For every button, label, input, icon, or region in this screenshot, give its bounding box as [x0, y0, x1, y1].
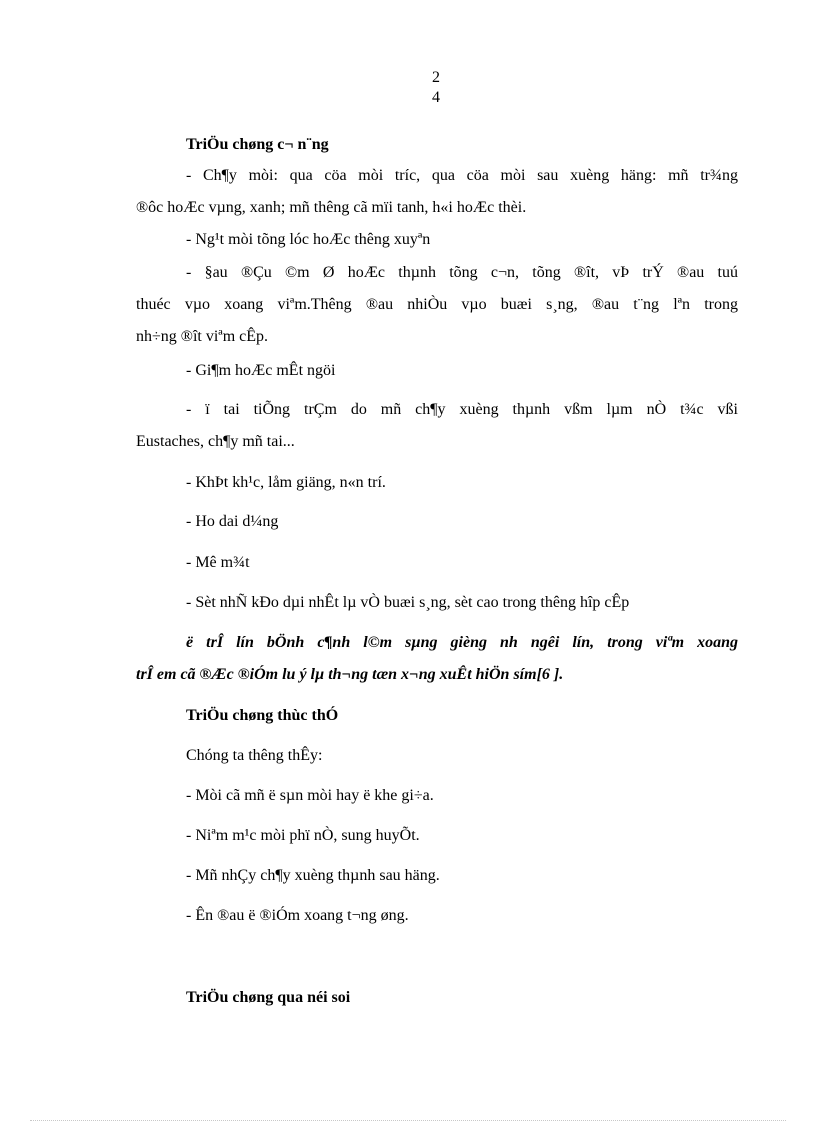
blocked-nose-line: - Ng¹t mòi tõng lóc hoÆc thêng xuyªn	[186, 231, 431, 248]
page-bottom-divider	[30, 1120, 786, 1121]
cough-line: - Ho dai d¼ng	[186, 513, 279, 530]
physical-item-3: - Mñ nhÇy ch¶y xuèng thµnh sau häng.	[186, 867, 440, 884]
mucus-line-1: - Ch¶y mòi: qua cöa mòi tríc, qua cöa mòi sau xuèng häng: mñ tr¾ng	[186, 167, 738, 184]
physical-item-4: - Ên ®au ë ®iÓm xoang t¬ng øng.	[186, 907, 409, 924]
physical-item-2: - Niªm m¹c mòi phï nÒ, sung huyÕt.	[186, 827, 420, 844]
page-number-line-2: 4	[432, 89, 440, 106]
headache-line-2: thuéc vµo xoang viªm.Thêng ®au nhiÒu vµo buæi s¸ng, ®au t¨ng lªn trong	[136, 296, 738, 313]
tired-eyes-line: - Mê m¾t	[186, 554, 250, 571]
note-line-2: trÎ em cã ®Æc ®iÓm lu ý lµ th¬ng tæn x¬ng xuÊt hiÖn sím[6 ].	[136, 666, 564, 683]
page-number-line-1: 2	[432, 69, 440, 86]
mucus-line-2: ®ôc hoÆc vµng, xanh; mñ thêng cã mïi tanh, h«i hoÆc thèi.	[136, 199, 527, 216]
physical-intro: Chóng ta thêng thÊy:	[186, 747, 323, 764]
ear-line-2: Eustaches, ch¶y mñ tai...	[136, 433, 295, 450]
physical-item-1: - Mòi cã mñ ë sµn mòi hay ë khe gi÷a.	[186, 787, 434, 804]
smell-loss-line: - Gi¶m hoÆc mÊt ngöi	[186, 362, 336, 379]
ear-line-1: - ï tai tiÕng trÇm do mñ ch¶y xuèng thµnh vßm lµm nÒ t¾c vßi	[186, 401, 738, 418]
headache-line-3: nh÷ng ®ît viªm cÊp.	[136, 328, 269, 345]
headache-line-1: - §au ®Çu ©m Ø hoÆc thµnh tõng c¬n, tõng ®ît, vÞ trÝ ®au tuú	[186, 264, 738, 281]
note-line-1: ë trÎ lín bÖnh c¶nh l©m sµng gièng nh ngêi lín, trong viªm xoang	[186, 634, 738, 651]
heading-functional-symptoms: TriÖu chøng c¬ n¨ng	[186, 136, 329, 153]
heading-physical-signs: TriÖu chøng thùc thÓ	[186, 707, 339, 724]
fever-line: - Sèt nhÑ kÐo dµi nhÊt lµ vÒ buæi s¸ng, sèt cao trong thêng hîp cÊp	[186, 594, 630, 611]
heading-endoscopy: TriÖu chøng qua néi soi	[186, 989, 351, 1006]
throat-line: - KhÞt kh¹c, låm giäng, n«n trí.	[186, 474, 386, 491]
